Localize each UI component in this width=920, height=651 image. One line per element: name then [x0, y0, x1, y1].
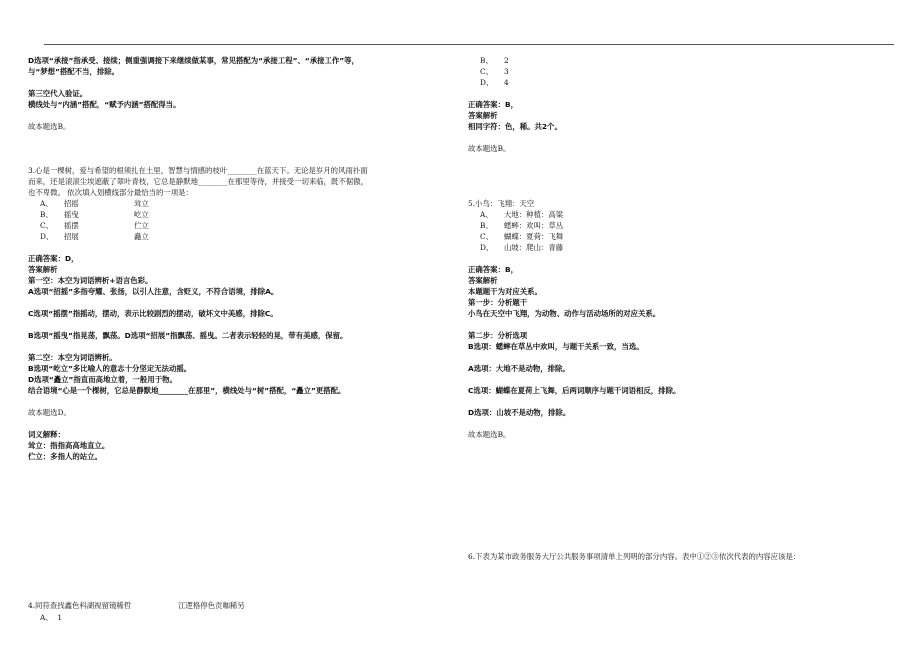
option-second-word: 伫立 — [134, 221, 149, 230]
text-line: 第三空代入验证。 — [28, 89, 88, 98]
option-text: 山坡：爬山：青藤 — [504, 243, 564, 252]
text-line: 答案解析 — [468, 276, 498, 285]
option-item — [28, 220, 443, 231]
text-line: 伫立：多指人的站立。 — [28, 452, 102, 461]
option-key: A、 — [40, 199, 53, 208]
option-key: A、 — [480, 210, 493, 219]
option-item — [468, 242, 898, 253]
blank-line — [28, 319, 443, 330]
text-line: D选项：山坡不是动物，排除。 — [468, 408, 571, 417]
text-line: A选项：大地不是动物，排除。 — [468, 364, 570, 373]
text-line: 横线处与“内涵”搭配，“赋予内涵”搭配得当。 — [28, 100, 181, 109]
blank-line — [28, 396, 443, 407]
text-line: B选项：蟋蟀在草丛中欢叫，与题干关系一致，当选。 — [468, 342, 644, 351]
option-second-word: 屹立 — [134, 210, 149, 219]
option-first-word: 招摇 — [64, 199, 79, 208]
text-line: 故本题选B。 — [28, 122, 71, 131]
question-4-answer — [468, 88, 898, 154]
text-line: 与“梦想”搭配不当，排除。 — [28, 67, 120, 76]
option-key: C、 — [40, 221, 54, 230]
option-second-word: 耸立 — [134, 199, 149, 208]
option-second-word: 矗立 — [134, 232, 149, 241]
option-first-word: 摇曳 — [64, 210, 79, 219]
question-5-stem: 5.小鸟：飞翔：天空 — [468, 199, 535, 208]
option-key: D、 — [480, 78, 494, 87]
option-first-word: 招展 — [64, 232, 79, 241]
question-5-options — [468, 209, 898, 253]
option-key: B、 — [480, 56, 493, 65]
text-line: 结合语境“心是一个棵树，它总是静默地________在那里”，横线处与“树”搭配，“矗立”更搭配。 — [28, 386, 346, 395]
option-text: 2 — [504, 56, 509, 65]
text-line: 答案解析 — [468, 111, 498, 120]
option-text: 4 — [504, 78, 509, 87]
option-text: 3 — [504, 67, 509, 76]
option-text: 大地：种植：高粱 — [504, 210, 564, 219]
question-4-stem: 4.同符查找鑫色科湖视留镜稀哲 江逻格停色贡咖稀另 — [28, 601, 245, 610]
text-line: 第二空：本空为词语辨析。 — [28, 353, 117, 362]
text-line: 故本题选D。 — [28, 408, 71, 417]
left-column — [28, 55, 443, 462]
option-item — [28, 209, 443, 220]
question-4-option-a: A、 1 — [40, 613, 63, 622]
text-line: 本题题干为对应关系。 — [468, 287, 542, 296]
text-line: 正确答案：D， — [28, 254, 79, 263]
blank-line — [28, 242, 443, 253]
option-item — [468, 77, 898, 88]
blank-line — [28, 110, 443, 121]
question-5-answer — [468, 253, 898, 440]
option-item — [468, 209, 898, 220]
blank-line — [28, 77, 443, 88]
option-item — [468, 55, 898, 66]
blank-line — [468, 352, 898, 363]
blank-line — [468, 132, 898, 143]
option-item — [468, 66, 898, 77]
question-3 — [28, 165, 443, 462]
blank-line — [28, 341, 443, 352]
text-line: A选项“招摇”多指夸耀、张扬，以引人注意，含贬义，不符合语境，排除A。 — [28, 287, 279, 296]
text-line: 耸立：指指高高地直立。 — [28, 441, 110, 450]
text-line: 故本题选B。 — [468, 430, 511, 439]
option-key: C、 — [480, 232, 494, 241]
right-column — [468, 55, 898, 440]
text-line: 小鸟在天空中飞翔，为动物、动作与活动场所的对应关系。 — [468, 309, 661, 318]
blank-line — [468, 319, 898, 330]
q2-explanation-end — [28, 55, 443, 132]
option-text: 蝴蝶：夏荷：飞舞 — [504, 232, 564, 241]
text-line: B选项“摇曳”指晃荡，飘荡。D选项“招展”指飘荡、摇曳。二者表示轻轻的晃，带有美感，保留。 — [28, 331, 348, 340]
text-line: D选项“矗立”指直而高地立着，一般用于物。 — [28, 375, 177, 384]
blank-line — [468, 88, 898, 99]
blank-line — [468, 253, 898, 264]
question-3-stem — [28, 165, 443, 198]
option-item — [468, 220, 898, 231]
option-key: B、 — [40, 210, 53, 219]
option-key: D、 — [40, 232, 54, 241]
text-line: 故本题选B。 — [468, 144, 511, 153]
blank-line — [468, 374, 898, 385]
option-key: C、 — [480, 67, 494, 76]
text-line: 第一空：本空为词语辨析+语言色彩。 — [28, 276, 153, 285]
question-3-answer — [28, 242, 443, 462]
text-line: B选项“屹立”多比喻人的意志十分坚定无法动摇。 — [28, 364, 192, 373]
option-item — [28, 231, 443, 242]
text-line: 词义解释： — [28, 430, 65, 439]
text-line: C选项：蝴蝶在夏荷上飞舞，后两词顺序与题干词语相反，排除。 — [468, 386, 681, 395]
question-3-options — [28, 198, 443, 242]
text-line: C选项“摇摆”指摇动，摆动，表示比较剧烈的摆动，破坏文中美感，排除C。 — [28, 309, 278, 318]
text-line: 正确答案：B， — [468, 100, 518, 109]
option-item — [468, 231, 898, 242]
blank-line — [468, 418, 898, 429]
text-line: 正确答案：B， — [468, 265, 518, 274]
text-line: D选项“承接”指承受、接续；侧重强调接下来继续做某事，常见搭配为“承接工程”、“承接工作”等， — [28, 56, 359, 65]
text-line: 相同字符：色，稀。共2个。 — [468, 122, 562, 131]
header-rule — [44, 44, 894, 45]
text-line: 答案解析 — [28, 265, 58, 274]
option-text: 蟋蟀：欢叫：草丛 — [504, 221, 564, 230]
option-key: D、 — [480, 243, 494, 252]
text-line: 而来，还是滚滚尘埃遮蔽了翠叶青枝，它总是静默地________在那里等待，并接受一切来临，既不倨傲， — [28, 177, 368, 186]
blank-line — [28, 418, 443, 429]
text-line: 第一步：分析题干 — [468, 298, 528, 307]
blank-line — [468, 396, 898, 407]
text-line: 也不卑微。 依次填入划横线部分最恰当的一项是： — [28, 188, 193, 197]
option-first-word: 摇摆 — [64, 221, 79, 230]
question-4-remaining-options — [468, 55, 898, 88]
option-item — [28, 198, 443, 209]
option-key: B、 — [480, 221, 493, 230]
text-line: 第二步：分析选项 — [468, 331, 528, 340]
blank-line — [28, 297, 443, 308]
question-6-stem: 6.下表为某市政务服务大厅公共服务事项清单上列明的部分内容。表中①②③依次代表的内容应该是： — [468, 552, 801, 561]
text-line: 3.心是一棵树，爱与希望的根须扎在土里，智慧与情感的枝叶________在蓝天下。无论是岁月的风雨扑面 — [28, 166, 368, 175]
